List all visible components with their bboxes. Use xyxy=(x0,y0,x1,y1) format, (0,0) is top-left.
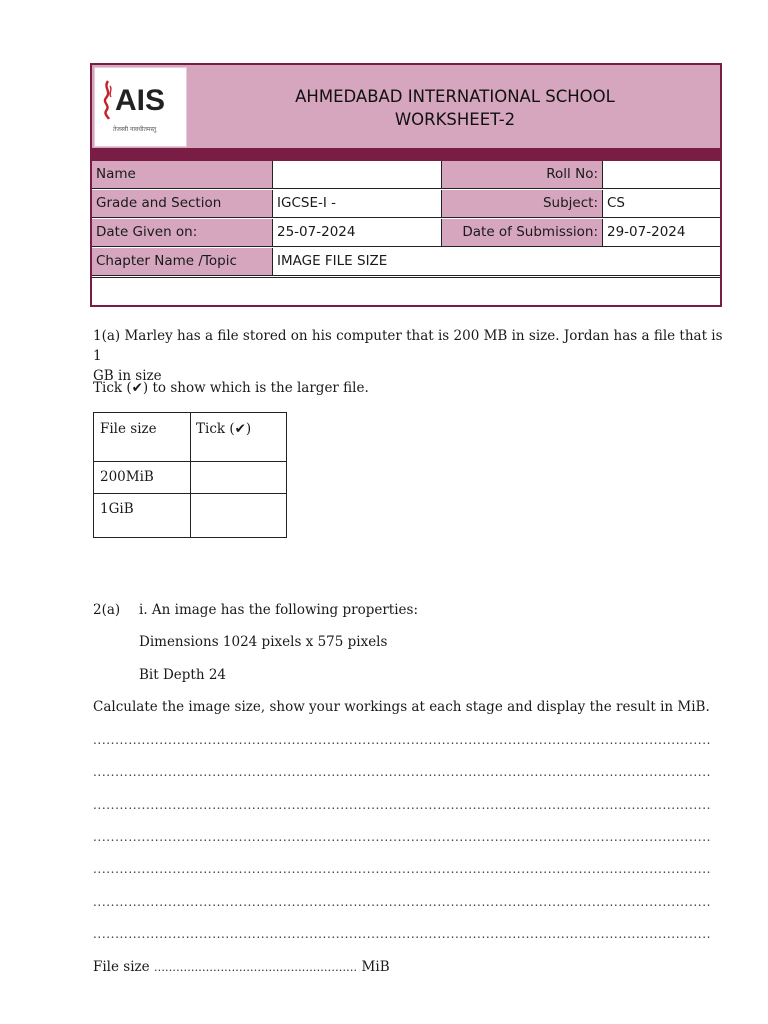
chapter-label: Chapter Name /Topic xyxy=(92,248,273,276)
q1-instruction: Tick (✔) to show which is the larger file. xyxy=(93,380,369,396)
grade-section-label: Grade and Section xyxy=(92,190,273,218)
file-size-answer xyxy=(93,957,390,978)
q2-dimensions: Dimensions 1024 pixels x 575 pixels xyxy=(139,634,388,650)
q2-bit-depth: Bit Depth 24 xyxy=(139,667,226,683)
answer-line[interactable]: ............................................................................................................................................ xyxy=(93,798,712,812)
q1-line-2: GB in size xyxy=(93,368,162,384)
tick-cell-200mib[interactable] xyxy=(191,462,286,493)
answer-line[interactable]: ............................................................................................................................................ xyxy=(93,765,712,779)
file-size-label: File size xyxy=(93,959,150,975)
tick-table xyxy=(93,412,287,538)
q2-number: 2(a) xyxy=(93,602,121,618)
roll-no-field[interactable] xyxy=(603,161,720,189)
date-given-value[interactable]: 25-07-2024 xyxy=(273,219,442,247)
q1-line-1: 1(a) Marley has a file stored on his computer that is 200 MB in size. Jordan has a file that is 1 xyxy=(93,328,723,364)
header-blank-row xyxy=(92,277,720,305)
school-logo xyxy=(94,67,187,147)
school-name: AHMEDABAD INTERNATIONAL SCHOOL xyxy=(295,87,615,106)
table-row-1gib: 1GiB xyxy=(100,501,134,517)
table-row-200mib: 200MiB xyxy=(100,469,154,485)
q2-part-text: i. An image has the following properties: xyxy=(139,602,418,618)
tick-cell-1gib[interactable] xyxy=(191,494,286,537)
worksheet-title: WORKSHEET-2 xyxy=(394,110,516,129)
date-submission-value[interactable]: 29-07-2024 xyxy=(603,219,720,247)
name-field[interactable] xyxy=(273,161,442,189)
table-header-file-size: File size xyxy=(100,421,157,437)
logo-text: AIS xyxy=(115,84,166,117)
flame-icon xyxy=(101,80,115,120)
page-title xyxy=(192,85,718,131)
date-submission-label: Date of Submission: xyxy=(442,219,603,247)
name-label: Name xyxy=(92,161,273,189)
answer-line[interactable]: ............................................................................................................................................ xyxy=(93,862,712,876)
header-divider-band xyxy=(92,148,720,161)
answer-line[interactable]: ............................................................................................................................................ xyxy=(93,830,712,844)
worksheet-header xyxy=(90,63,722,307)
table-header-tick: Tick (✔) xyxy=(196,421,252,437)
grade-section-value[interactable]: IGCSE-I - xyxy=(273,190,442,218)
roll-no-label: Roll No: xyxy=(442,161,603,189)
answer-line[interactable]: ............................................................................................................................................ xyxy=(93,927,712,941)
chapter-value[interactable]: IMAGE FILE SIZE xyxy=(273,248,720,276)
q2-instruction: Calculate the image size, show your workings at each stage and display the result in MiB. xyxy=(93,699,710,715)
file-size-unit: MiB xyxy=(361,959,390,975)
header-banner xyxy=(92,65,720,148)
date-given-label: Date Given on: xyxy=(92,219,273,247)
answer-line[interactable]: ............................................................................................................................................ xyxy=(93,733,712,747)
subject-label: Subject: xyxy=(442,190,603,218)
q1-text xyxy=(93,326,733,386)
file-size-blank[interactable]: ....................................................... xyxy=(153,961,358,974)
subject-value[interactable]: CS xyxy=(603,190,720,218)
logo-tagline: तेजस्वी नावधीतमस्तु xyxy=(113,126,157,133)
answer-line[interactable]: ............................................................................................................................................ xyxy=(93,895,712,909)
